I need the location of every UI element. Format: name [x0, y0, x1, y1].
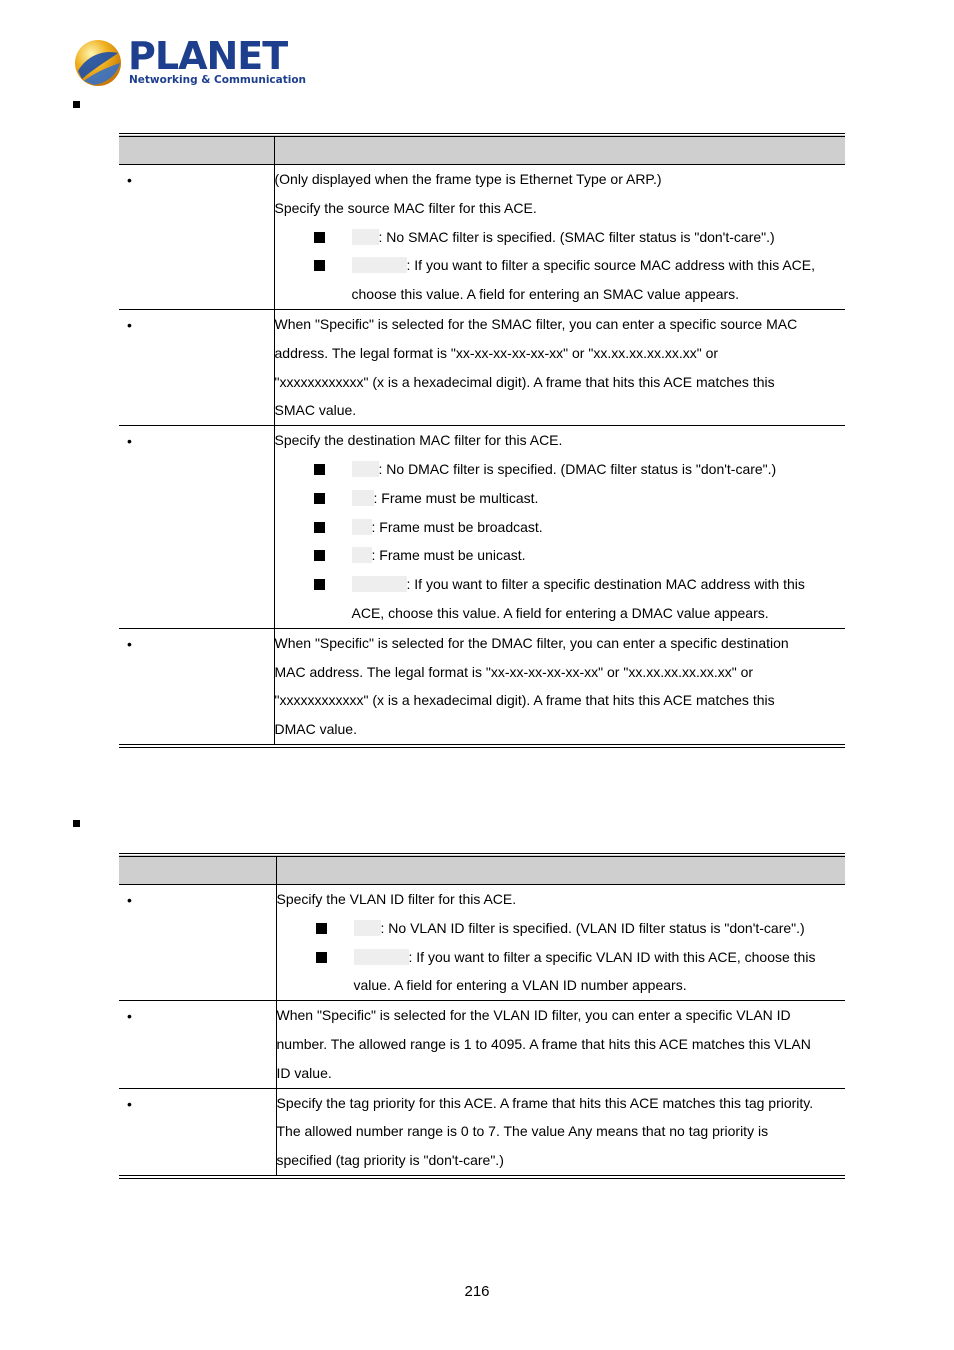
- description-cell: [276, 1001, 845, 1088]
- option-item: [277, 914, 846, 943]
- description-line: ID value.: [276, 1064, 332, 1081]
- description-cell: [274, 628, 845, 746]
- option-text: : If you want to filter a specific source MAC address with this ACE,: [406, 257, 815, 274]
- option-item: [275, 513, 846, 542]
- description-line: "xxxxxxxxxxxx" (x is a hexadecimal digit). A frame that hits this ACE matches this: [274, 692, 775, 709]
- description-line: When "Specific" is selected for the SMAC filter, you can enter a specific source MAC: [274, 315, 798, 332]
- option-item: [275, 223, 846, 252]
- option-text: : Frame must be unicast.: [371, 547, 526, 564]
- object-cell: [119, 885, 276, 1001]
- option-item: [277, 943, 846, 972]
- option-continuation: choose this value. A field for entering an SMAC value appears.: [351, 286, 740, 303]
- description-line: Specify the tag priority for this ACE. A frame that hits this ACE matches this tag priority.: [276, 1094, 814, 1111]
- object-cell: [119, 165, 274, 310]
- section-bullet-1: [73, 101, 80, 108]
- header-cell-description: [274, 135, 845, 165]
- description-line: When "Specific" is selected for the VLAN ID filter, you can enter a specific VLAN ID: [276, 1007, 791, 1024]
- header-cell-description: [276, 855, 845, 885]
- option-text: : Frame must be broadcast.: [371, 518, 543, 535]
- description-line: address. The legal format is "xx-xx-xx-xx-xx-xx" or "xx.xx.xx.xx.xx.xx" or: [274, 344, 719, 361]
- option-continuation: ACE, choose this value. A field for entering a DMAC value appears.: [351, 604, 769, 621]
- object-cell: [119, 309, 274, 425]
- parameter-table-2: [119, 853, 845, 1179]
- option-text: : If you want to filter a specific destination MAC address with this: [406, 576, 805, 593]
- row-bullet: •: [127, 1095, 132, 1112]
- description-line: DMAC value.: [274, 721, 357, 738]
- option-text: : No DMAC filter is specified. (DMAC filter status is "don't-care".): [378, 460, 777, 477]
- description-cell: [274, 426, 845, 629]
- object-cell: [119, 1088, 276, 1177]
- option-item: [275, 541, 846, 570]
- row-bullet: •: [127, 172, 132, 188]
- row-bullet: •: [127, 433, 132, 450]
- description-line: SMAC value.: [274, 402, 357, 419]
- description-cell: [274, 309, 845, 425]
- row-bullet: •: [127, 635, 132, 652]
- description-line: When "Specific" is selected for the DMAC filter, you can enter a specific destination: [274, 634, 789, 651]
- table-row: [119, 1088, 845, 1177]
- option-value-placeholder: [352, 461, 379, 477]
- option-text: : Frame must be multicast.: [373, 489, 539, 506]
- option-item: [275, 251, 846, 280]
- parameter-table-1: [119, 133, 845, 748]
- description-line: MAC address. The legal format is "xx-xx-xx-xx-xx-xx" or "xx.xx.xx.xx.xx.xx" or: [274, 663, 754, 680]
- description-line: The allowed number range is 0 to 7. The value Any means that no tag priority is: [276, 1123, 769, 1140]
- option-text: : No VLAN ID filter is specified. (VLAN ID filter status is "don't-care".): [380, 919, 805, 936]
- row-bullet: •: [127, 316, 132, 333]
- description-line: Specify the source MAC filter for this ACE.: [274, 199, 537, 216]
- table-row: [119, 628, 845, 746]
- table-header-row: [119, 135, 845, 165]
- option-value-placeholder: [352, 490, 374, 506]
- option-item: [275, 570, 846, 599]
- square-bullet-icon: [314, 550, 325, 561]
- brand-tagline: Networking & Communication: [129, 74, 307, 86]
- description-cell: [274, 165, 845, 310]
- object-cell: [119, 628, 274, 746]
- description-line: (Only displayed when the frame type is Ethernet Type or ARP.): [274, 171, 662, 187]
- table-row: [119, 426, 845, 629]
- square-bullet-icon: [314, 522, 325, 533]
- description-cell: [276, 1088, 845, 1177]
- globe-icon: [72, 37, 124, 89]
- option-value-placeholder: [352, 519, 372, 535]
- page-number: 216: [464, 1283, 490, 1300]
- option-continuation: value. A field for entering a VLAN ID number appears.: [353, 977, 687, 994]
- square-bullet-icon: [314, 493, 325, 504]
- table-header-row: [119, 855, 845, 885]
- option-item: [275, 484, 846, 513]
- option-value-placeholder: [352, 229, 379, 245]
- option-text: : If you want to filter a specific VLAN ID with this ACE, choose this: [408, 948, 816, 965]
- description-line: number. The allowed range is 1 to 4095. A frame that hits this ACE matches this VLAN: [276, 1035, 811, 1052]
- section-bullet-2: [73, 820, 80, 827]
- planet-logo: [72, 34, 307, 90]
- table-row: [119, 309, 845, 425]
- header-cell-object: [119, 855, 276, 885]
- option-text: : No SMAC filter is specified. (SMAC filter status is "don't-care".): [378, 228, 775, 245]
- square-bullet-icon: [316, 952, 327, 963]
- square-bullet-icon: [316, 923, 327, 934]
- table-row: [119, 165, 845, 310]
- description-cell: [276, 885, 845, 1001]
- square-bullet-icon: [314, 464, 325, 475]
- object-cell: [119, 1001, 276, 1088]
- square-bullet-icon: [314, 260, 325, 271]
- option-value-placeholder: [354, 949, 409, 965]
- square-bullet-icon: [314, 232, 325, 243]
- header-cell-object: [119, 135, 274, 165]
- description-line: Specify the VLAN ID filter for this ACE.: [276, 891, 517, 907]
- description-line: specified (tag priority is "don't-care".): [276, 1152, 504, 1169]
- square-bullet-icon: [314, 579, 325, 590]
- option-value-placeholder: [352, 257, 407, 273]
- option-value-placeholder: [354, 920, 381, 936]
- object-cell: [119, 426, 274, 629]
- table-row: [119, 885, 845, 1001]
- row-bullet: •: [127, 892, 132, 908]
- option-value-placeholder: [352, 547, 372, 563]
- option-item: [275, 455, 846, 484]
- table-row: [119, 1001, 845, 1088]
- row-bullet: •: [127, 1008, 132, 1025]
- option-value-placeholder: [352, 576, 407, 592]
- description-line: "xxxxxxxxxxxx" (x is a hexadecimal digit). A frame that hits this ACE matches this: [274, 373, 775, 390]
- description-line: Specify the destination MAC filter for this ACE.: [274, 432, 563, 449]
- brand-name: PLANET: [128, 34, 288, 78]
